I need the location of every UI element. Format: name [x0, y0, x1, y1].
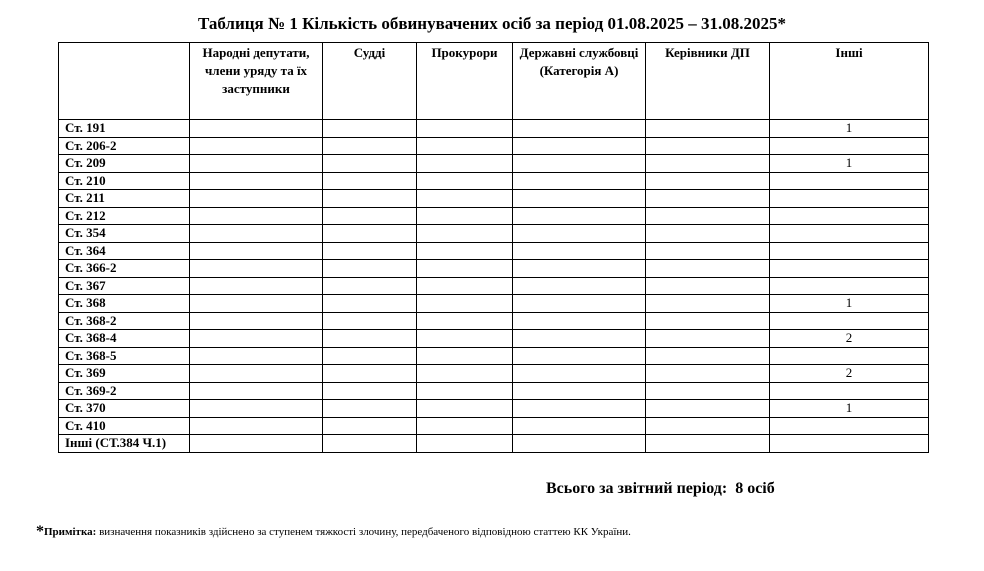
table-cell — [646, 365, 770, 383]
table-cell — [770, 312, 929, 330]
table-cell — [770, 382, 929, 400]
table-cell — [190, 155, 323, 173]
table-row — [59, 435, 929, 453]
table-cell — [646, 312, 770, 330]
table-cell — [513, 365, 646, 383]
table-cell — [513, 400, 646, 418]
table-row — [59, 120, 929, 138]
total-value: 8 осіб — [735, 480, 775, 497]
table-cell — [646, 382, 770, 400]
table-cell: 1 — [770, 295, 929, 313]
row-label: Ст. 364 — [59, 242, 190, 260]
table-cell — [770, 347, 929, 365]
row-label: Ст. 209 — [59, 155, 190, 173]
table-cell — [770, 137, 929, 155]
row-label: Ст. 367 — [59, 277, 190, 295]
table-cell — [417, 137, 513, 155]
table-cell — [323, 435, 417, 453]
table-cell — [646, 260, 770, 278]
table-cell — [417, 207, 513, 225]
table-cell — [646, 347, 770, 365]
table-cell — [190, 137, 323, 155]
table-cell — [190, 312, 323, 330]
table-cell — [513, 242, 646, 260]
table-cell — [513, 190, 646, 208]
table-cell — [646, 417, 770, 435]
table-row — [59, 260, 929, 278]
row-label: Ст. 191 — [59, 120, 190, 138]
table-cell — [323, 277, 417, 295]
table-cell — [513, 172, 646, 190]
table-cell: 1 — [770, 400, 929, 418]
table-cell — [417, 312, 513, 330]
table-cell — [513, 435, 646, 453]
row-label: Ст. 368-4 — [59, 330, 190, 348]
table-row — [59, 295, 929, 313]
table-cell — [417, 277, 513, 295]
row-label: Ст. 206-2 — [59, 137, 190, 155]
table-cell — [417, 155, 513, 173]
table-cell — [190, 172, 323, 190]
table-row — [59, 225, 929, 243]
row-label: Ст. 368 — [59, 295, 190, 313]
row-label: Ст. 368-2 — [59, 312, 190, 330]
footnote — [36, 524, 631, 540]
table-row — [59, 277, 929, 295]
table-cell: 2 — [770, 365, 929, 383]
row-label: Ст. 210 — [59, 172, 190, 190]
row-label: Ст. 368-5 — [59, 347, 190, 365]
table-cell — [323, 155, 417, 173]
table-cell — [190, 365, 323, 383]
table-cell — [646, 400, 770, 418]
footnote-text: визначення показників здійснено за ступенем тяжкості злочину, передбаченого відповідною статтею КК України. — [96, 526, 631, 538]
total-label: Всього за звітний період: — [546, 480, 728, 497]
table-cell — [646, 207, 770, 225]
row-label: Ст. 370 — [59, 400, 190, 418]
footnote-label: Примітка: — [44, 526, 97, 538]
table-row — [59, 312, 929, 330]
table-body — [59, 120, 929, 453]
table-cell — [513, 312, 646, 330]
table-cell — [646, 435, 770, 453]
table-cell — [323, 137, 417, 155]
table-cell — [417, 225, 513, 243]
table-cell — [323, 225, 417, 243]
footnote-asterisk: * — [36, 523, 44, 540]
table-cell — [323, 295, 417, 313]
table-cell — [646, 277, 770, 295]
table-cell — [190, 242, 323, 260]
table-cell — [417, 260, 513, 278]
table-cell — [770, 207, 929, 225]
table-cell — [646, 225, 770, 243]
table-cell — [513, 225, 646, 243]
table-cell — [646, 242, 770, 260]
table-row — [59, 330, 929, 348]
table-cell — [646, 155, 770, 173]
report-table — [58, 42, 929, 453]
table-row — [59, 382, 929, 400]
table-cell — [323, 417, 417, 435]
table-cell — [770, 260, 929, 278]
table-cell — [417, 120, 513, 138]
table-cell: 1 — [770, 120, 929, 138]
table-cell — [323, 260, 417, 278]
table-cell — [646, 137, 770, 155]
table-cell — [770, 435, 929, 453]
table-cell — [417, 242, 513, 260]
row-label: Ст. 354 — [59, 225, 190, 243]
column-header-blank — [59, 43, 190, 120]
table-cell — [417, 382, 513, 400]
table-cell — [513, 137, 646, 155]
table-cell — [513, 260, 646, 278]
table-cell — [513, 120, 646, 138]
row-label: Ст. 212 — [59, 207, 190, 225]
table-cell — [417, 435, 513, 453]
table-cell — [646, 295, 770, 313]
table-cell — [646, 330, 770, 348]
table-cell — [323, 190, 417, 208]
table-cell — [770, 277, 929, 295]
table-row — [59, 207, 929, 225]
column-header: Судді — [323, 43, 417, 120]
table-cell — [190, 347, 323, 365]
table-cell — [417, 347, 513, 365]
table-cell — [190, 330, 323, 348]
row-label: Ст. 366-2 — [59, 260, 190, 278]
table-cell — [770, 172, 929, 190]
table-cell: 2 — [770, 330, 929, 348]
table-cell — [417, 330, 513, 348]
table-cell — [646, 172, 770, 190]
table-cell — [513, 382, 646, 400]
table-cell — [770, 225, 929, 243]
table-cell — [323, 242, 417, 260]
column-header: Прокурори — [417, 43, 513, 120]
table-cell — [190, 295, 323, 313]
table-cell — [190, 435, 323, 453]
row-label: Ст. 211 — [59, 190, 190, 208]
column-header: Державні службовці (Категорія А) — [513, 43, 646, 120]
table-cell — [190, 260, 323, 278]
table-cell — [190, 190, 323, 208]
table-cell — [190, 382, 323, 400]
table-cell — [513, 347, 646, 365]
table-cell — [417, 417, 513, 435]
row-label: Ст. 369 — [59, 365, 190, 383]
column-header: Народні депутати, члени уряду та їх заступники — [190, 43, 323, 120]
row-label: Ст. 410 — [59, 417, 190, 435]
table-row — [59, 365, 929, 383]
table-cell — [323, 347, 417, 365]
table-cell — [513, 207, 646, 225]
total-summary — [546, 479, 775, 499]
table-cell — [513, 155, 646, 173]
table-cell — [190, 400, 323, 418]
row-label: Інші (СТ.384 Ч.1) — [59, 435, 190, 453]
table-cell — [417, 295, 513, 313]
table-cell — [323, 207, 417, 225]
column-header: Інші — [770, 43, 929, 120]
table-cell — [323, 330, 417, 348]
table-cell — [417, 172, 513, 190]
table-row — [59, 400, 929, 418]
table-cell — [646, 190, 770, 208]
table-row — [59, 417, 929, 435]
table-cell: 1 — [770, 155, 929, 173]
table-row — [59, 190, 929, 208]
table-cell — [190, 207, 323, 225]
table-cell — [190, 277, 323, 295]
table-cell — [513, 417, 646, 435]
table-row — [59, 155, 929, 173]
table-cell — [190, 225, 323, 243]
table-cell — [513, 277, 646, 295]
table-cell — [646, 120, 770, 138]
table-cell — [323, 312, 417, 330]
table-cell — [513, 295, 646, 313]
table-cell — [770, 417, 929, 435]
table-cell — [323, 172, 417, 190]
table-cell — [770, 242, 929, 260]
table-cell — [323, 365, 417, 383]
table-cell — [417, 400, 513, 418]
table-cell — [513, 330, 646, 348]
page-title: Таблиця № 1 Кількість обвинувачених осіб за період 01.08.2025 – 31.08.2025* — [197, 14, 787, 33]
table-cell — [190, 120, 323, 138]
table-row — [59, 172, 929, 190]
table-cell — [323, 400, 417, 418]
column-header: Керівники ДП — [646, 43, 770, 120]
table-cell — [770, 190, 929, 208]
table-cell — [417, 190, 513, 208]
table-header-row — [59, 43, 929, 120]
table-row — [59, 347, 929, 365]
table-cell — [323, 382, 417, 400]
row-label: Ст. 369-2 — [59, 382, 190, 400]
table-cell — [190, 417, 323, 435]
table-cell — [323, 120, 417, 138]
table-row — [59, 137, 929, 155]
table-cell — [417, 365, 513, 383]
table-row — [59, 242, 929, 260]
